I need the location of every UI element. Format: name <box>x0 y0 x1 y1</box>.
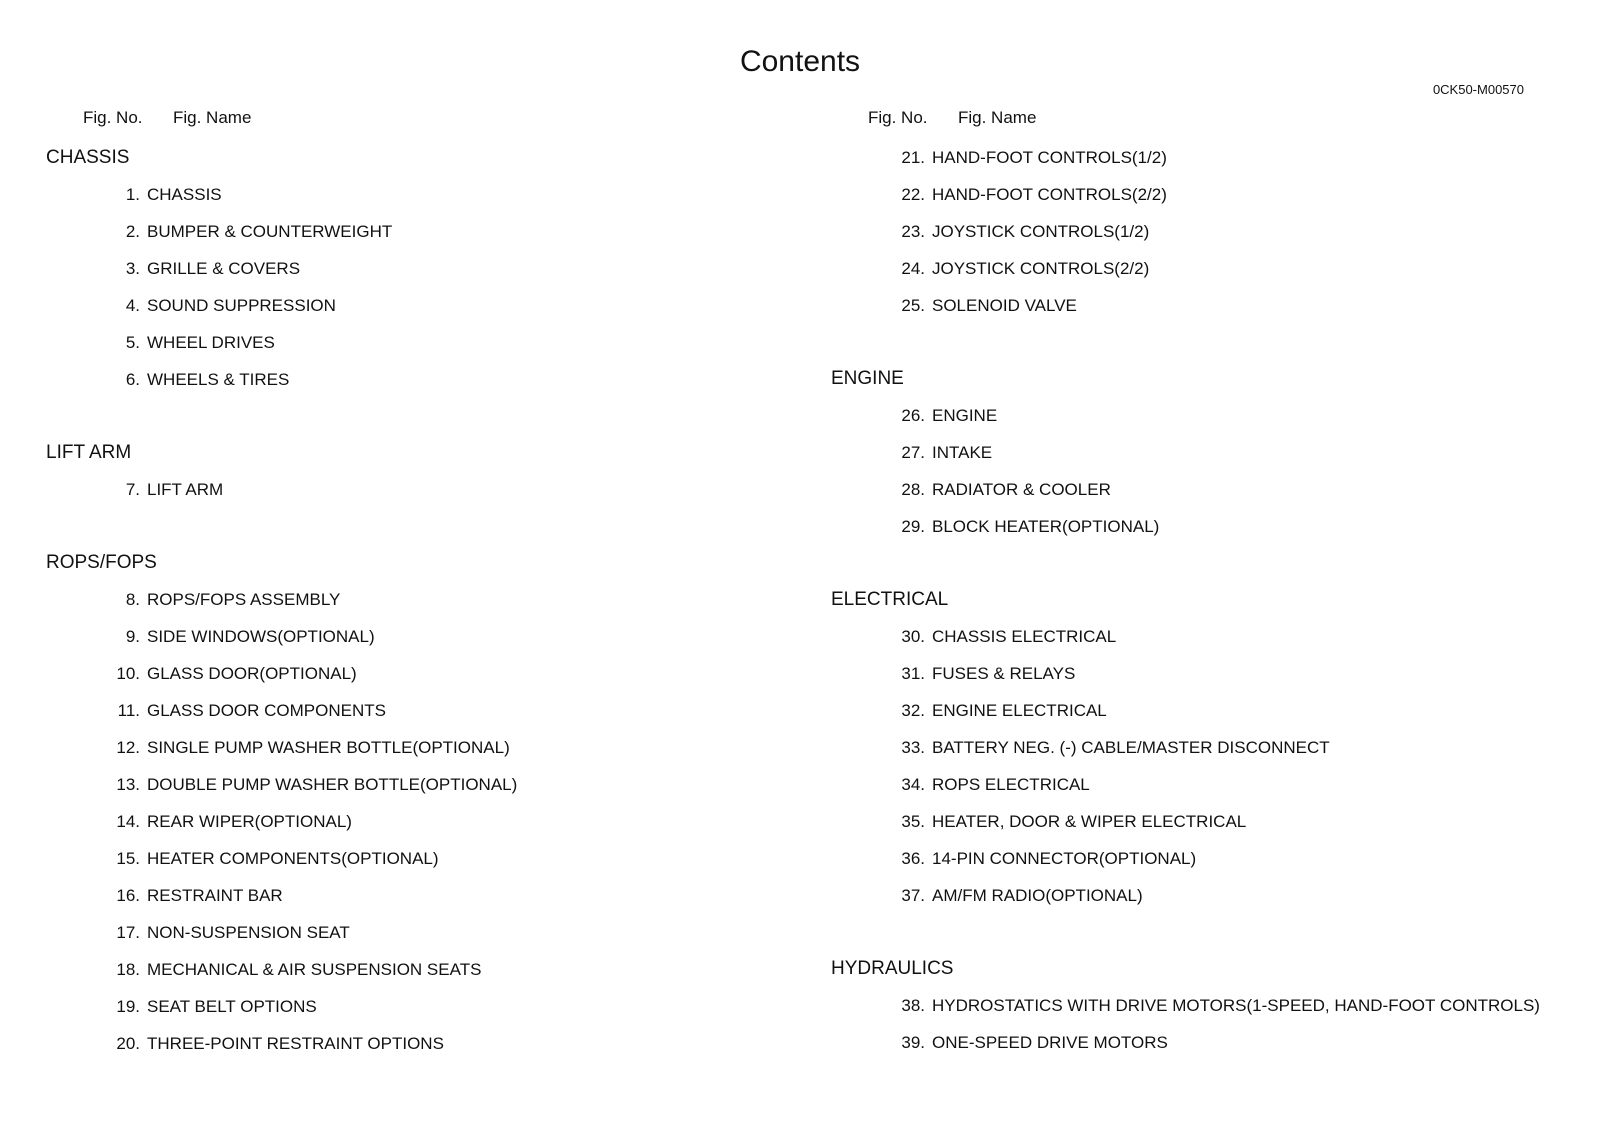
fig-name: AM/FM RADIO(OPTIONAL) <box>932 886 1143 905</box>
toc-entry[interactable] <box>46 951 806 988</box>
toc-entry[interactable] <box>46 176 806 213</box>
fig-number: 36. <box>901 849 925 868</box>
toc-entry[interactable] <box>831 213 1591 250</box>
toc-entry[interactable] <box>831 250 1591 287</box>
right-column <box>831 106 1591 1061</box>
fig-name: INTAKE <box>932 443 993 462</box>
fig-name: HYDROSTATICS WITH DRIVE MOTORS(1-SPEED, HAND-FOOT CONTROLS) <box>932 996 1540 1015</box>
toc-entry[interactable] <box>46 655 806 692</box>
fig-number: 31. <box>901 664 925 683</box>
fig-name: JOYSTICK CONTROLS(2/2) <box>932 259 1150 278</box>
section-heading-hydraulics: HYDRAULICS <box>831 958 954 979</box>
fig-name: ONE-SPEED DRIVE MOTORS <box>932 1033 1168 1052</box>
fig-name: BLOCK HEATER(OPTIONAL) <box>932 517 1160 536</box>
section-spacer <box>831 545 1591 581</box>
fig-name: ROPS/FOPS ASSEMBLY <box>147 590 341 609</box>
section-spacer <box>831 914 1591 950</box>
fig-number: 11. <box>117 701 140 720</box>
fig-number: 7. <box>125 480 140 499</box>
page-title: Contents <box>739 45 861 78</box>
fig-number: 30. <box>901 627 925 646</box>
fig-name: SIDE WINDOWS(OPTIONAL) <box>147 627 375 646</box>
fig-name-heading: Fig. Name <box>958 108 1037 127</box>
fig-number: 13. <box>116 775 140 794</box>
section-spacer <box>46 398 806 434</box>
fig-name: HAND-FOOT CONTROLS(1/2) <box>932 148 1167 167</box>
toc-entry[interactable] <box>831 434 1591 471</box>
fig-name: CHASSIS <box>147 185 222 204</box>
toc-entry[interactable] <box>831 471 1591 508</box>
fig-name: BUMPER & COUNTERWEIGHT <box>147 222 393 241</box>
fig-name: WHEELS & TIRES <box>147 370 290 389</box>
toc-entry[interactable] <box>46 988 806 1025</box>
toc-entry[interactable] <box>46 1025 806 1062</box>
toc-entry[interactable] <box>46 213 806 250</box>
fig-name: CHASSIS ELECTRICAL <box>932 627 1117 646</box>
fig-number: 20. <box>116 1034 140 1053</box>
section-heading-lift-arm: LIFT ARM <box>46 442 132 463</box>
section-heading-rops-fops: ROPS/FOPS <box>46 552 157 573</box>
fig-number: 28. <box>901 480 925 499</box>
fig-no-heading: Fig. No. <box>868 108 928 127</box>
document-code: 0CK50-M00570 <box>1432 82 1524 97</box>
toc-entry[interactable] <box>831 766 1591 803</box>
fig-number: 22. <box>901 185 925 204</box>
fig-number: 33. <box>901 738 925 757</box>
toc-entry[interactable] <box>831 397 1591 434</box>
fig-number: 6. <box>125 370 140 389</box>
toc-entry[interactable] <box>46 803 806 840</box>
fig-name: 14-PIN CONNECTOR(OPTIONAL) <box>932 849 1197 868</box>
fig-name: RADIATOR & COOLER <box>932 480 1111 499</box>
toc-entry[interactable] <box>831 655 1591 692</box>
fig-number: 4. <box>125 296 140 315</box>
toc-entry[interactable] <box>46 324 806 361</box>
fig-number: 16. <box>116 886 140 905</box>
toc-entry[interactable] <box>46 692 806 729</box>
fig-number: 8. <box>125 590 140 609</box>
toc-entry[interactable] <box>831 618 1591 655</box>
fig-name: DOUBLE PUMP WASHER BOTTLE(OPTIONAL) <box>147 775 518 794</box>
toc-entry[interactable] <box>831 803 1591 840</box>
fig-number: 2. <box>125 222 140 241</box>
toc-entry[interactable] <box>46 840 806 877</box>
fig-name: MECHANICAL & AIR SUSPENSION SEATS <box>147 960 482 979</box>
toc-entry[interactable] <box>46 914 806 951</box>
fig-name: SINGLE PUMP WASHER BOTTLE(OPTIONAL) <box>147 738 510 757</box>
section-heading-electrical: ELECTRICAL <box>831 589 949 610</box>
fig-name: NON-SUSPENSION SEAT <box>147 923 350 942</box>
fig-number: 17. <box>116 923 140 942</box>
toc-entry[interactable] <box>46 618 806 655</box>
fig-number: 9. <box>125 627 140 646</box>
fig-number: 3. <box>125 259 140 278</box>
left-column <box>46 106 806 1062</box>
fig-name: GRILLE & COVERS <box>147 259 301 278</box>
fig-name: ROPS ELECTRICAL <box>932 775 1090 794</box>
fig-number: 10. <box>116 664 140 683</box>
fig-number: 29. <box>901 517 925 536</box>
fig-number: 1. <box>125 185 140 204</box>
toc-entry[interactable] <box>831 139 1591 176</box>
fig-number: 35. <box>901 812 925 831</box>
toc-entry[interactable] <box>46 766 806 803</box>
fig-name: THREE-POINT RESTRAINT OPTIONS <box>147 1034 444 1053</box>
fig-name: BATTERY NEG. (-) CABLE/MASTER DISCONNECT <box>932 738 1330 757</box>
toc-entry[interactable] <box>831 176 1591 213</box>
fig-name: HEATER COMPONENTS(OPTIONAL) <box>147 849 439 868</box>
fig-number: 38. <box>901 996 925 1015</box>
section-spacer <box>46 508 806 544</box>
fig-no-heading: Fig. No. <box>83 108 143 127</box>
fig-name: ENGINE ELECTRICAL <box>932 701 1107 720</box>
fig-number: 21. <box>901 148 925 167</box>
section-heading-engine: ENGINE <box>831 368 904 389</box>
toc-entry[interactable] <box>46 287 806 324</box>
fig-name: ENGINE <box>932 406 998 425</box>
fig-number: 23. <box>901 222 925 241</box>
toc-entry[interactable] <box>831 877 1591 914</box>
fig-number: 14. <box>116 812 140 831</box>
fig-name: REAR WIPER(OPTIONAL) <box>147 812 352 831</box>
toc-entry[interactable] <box>831 987 1591 1024</box>
fig-name: RESTRAINT BAR <box>147 886 283 905</box>
toc-entry[interactable] <box>46 581 806 618</box>
fig-name: GLASS DOOR COMPONENTS <box>147 701 386 720</box>
fig-number: 25. <box>901 296 925 315</box>
fig-number: 39. <box>901 1033 925 1052</box>
toc-entry[interactable] <box>831 287 1591 324</box>
toc-entry[interactable] <box>46 250 806 287</box>
toc-entry[interactable] <box>831 508 1591 545</box>
fig-name: SOUND SUPPRESSION <box>147 296 336 315</box>
fig-name: JOYSTICK CONTROLS(1/2) <box>932 222 1150 241</box>
column-header <box>46 106 806 130</box>
section-spacer <box>831 324 1591 360</box>
toc-entry[interactable] <box>831 1024 1591 1061</box>
fig-number: 37. <box>901 886 925 905</box>
fig-number: 12. <box>116 738 140 757</box>
toc-entry[interactable] <box>46 471 806 508</box>
fig-number: 19. <box>116 997 140 1016</box>
toc-entry[interactable] <box>831 840 1591 877</box>
toc-entry[interactable] <box>831 692 1591 729</box>
fig-name: WHEEL DRIVES <box>147 333 275 352</box>
fig-name: SOLENOID VALVE <box>932 296 1077 315</box>
toc-entry[interactable] <box>46 877 806 914</box>
fig-name: FUSES & RELAYS <box>932 664 1076 683</box>
fig-number: 5. <box>125 333 140 352</box>
fig-number: 18. <box>116 960 140 979</box>
fig-name: LIFT ARM <box>147 480 224 499</box>
fig-name: HAND-FOOT CONTROLS(2/2) <box>932 185 1167 204</box>
toc-entry[interactable] <box>46 729 806 766</box>
fig-name: HEATER, DOOR & WIPER ELECTRICAL <box>932 812 1247 831</box>
fig-number: 26. <box>901 406 925 425</box>
column-header <box>831 106 1591 130</box>
fig-number: 24. <box>901 259 925 278</box>
fig-name-heading: Fig. Name <box>173 108 252 127</box>
fig-name: GLASS DOOR(OPTIONAL) <box>147 664 357 683</box>
fig-number: 15. <box>116 849 140 868</box>
fig-number: 34. <box>901 775 925 794</box>
fig-name: SEAT BELT OPTIONS <box>147 997 317 1016</box>
fig-number: 27. <box>901 443 925 462</box>
toc-entry[interactable] <box>46 361 806 398</box>
fig-number: 32. <box>901 701 925 720</box>
toc-entry[interactable] <box>831 729 1591 766</box>
section-heading-chassis: CHASSIS <box>46 147 130 168</box>
